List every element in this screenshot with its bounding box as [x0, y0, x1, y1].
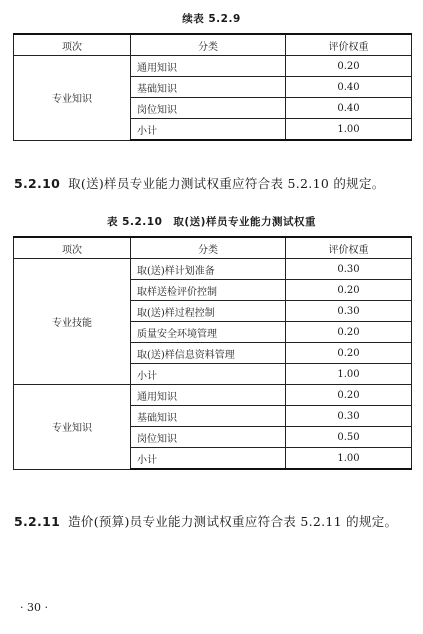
- table-row: [14, 385, 412, 406]
- category-cell: 岗位知识: [131, 98, 286, 119]
- category-cell: 基础知识: [131, 406, 286, 427]
- weight-cell: 0.20: [286, 322, 412, 343]
- header-weight: 评价权重: [286, 34, 412, 56]
- category-cell: 通用知识: [131, 56, 286, 77]
- weight-cell: 0.30: [286, 301, 412, 322]
- table-row: [14, 259, 412, 280]
- weight-cell: 0.50: [286, 427, 412, 448]
- weights-table-continued: [13, 33, 412, 141]
- clause-text: 取(送)样员专业能力测试权重应符合表 5.2.10 的规定。: [68, 176, 385, 191]
- category-cell: 质量安全环境管理: [131, 322, 286, 343]
- category-cell: 基础知识: [131, 77, 286, 98]
- clause-number: 5.2.10: [14, 176, 61, 191]
- weight-cell: 0.40: [286, 77, 412, 98]
- category-cell: 取样送检评价控制: [131, 280, 286, 301]
- category-cell: 小计: [131, 364, 286, 385]
- category-cell: 取(送)样计划准备: [131, 259, 286, 280]
- header-category: 分类: [131, 34, 286, 56]
- category-cell: 小计: [131, 448, 286, 470]
- clause-5-2-11: [14, 510, 414, 533]
- weight-cell: 0.20: [286, 56, 412, 77]
- weight-cell: 0.40: [286, 98, 412, 119]
- group-cell: 专业技能: [14, 259, 131, 385]
- weight-cell: 0.20: [286, 343, 412, 364]
- weight-cell: 0.30: [286, 259, 412, 280]
- header-weight: 评价权重: [286, 237, 412, 259]
- group-cell: 专业知识: [14, 56, 131, 141]
- header-item: 项次: [14, 34, 131, 56]
- weight-cell: 1.00: [286, 364, 412, 385]
- weight-cell: 0.20: [286, 280, 412, 301]
- clause-number: 5.2.11: [14, 514, 61, 529]
- category-cell: 通用知识: [131, 385, 286, 406]
- weights-table-5-2-10: [13, 236, 412, 470]
- table-caption-continued: 续表 5.2.9: [182, 13, 241, 25]
- clause-5-2-10: [14, 172, 414, 195]
- category-cell: 小计: [131, 119, 286, 141]
- header-item: 项次: [14, 237, 131, 259]
- clause-text: 造价(预算)员专业能力测试权重应符合表 5.2.11 的规定。: [68, 514, 398, 529]
- header-category: 分类: [131, 237, 286, 259]
- weight-cell: 0.30: [286, 406, 412, 427]
- table-header-row: [14, 34, 412, 56]
- category-cell: 岗位知识: [131, 427, 286, 448]
- group-cell: 专业知识: [14, 385, 131, 470]
- weight-cell: 0.20: [286, 385, 412, 406]
- page-number: · 30 ·: [20, 601, 48, 614]
- category-cell: 取(送)样过程控制: [131, 301, 286, 322]
- table-row: [14, 56, 412, 77]
- category-cell: 取(送)样信息资料管理: [131, 343, 286, 364]
- table-header-row: [14, 237, 412, 259]
- weight-cell: 1.00: [286, 448, 412, 470]
- weight-cell: 1.00: [286, 119, 412, 141]
- table-caption: 表 5.2.10 取(送)样员专业能力测试权重: [107, 216, 316, 228]
